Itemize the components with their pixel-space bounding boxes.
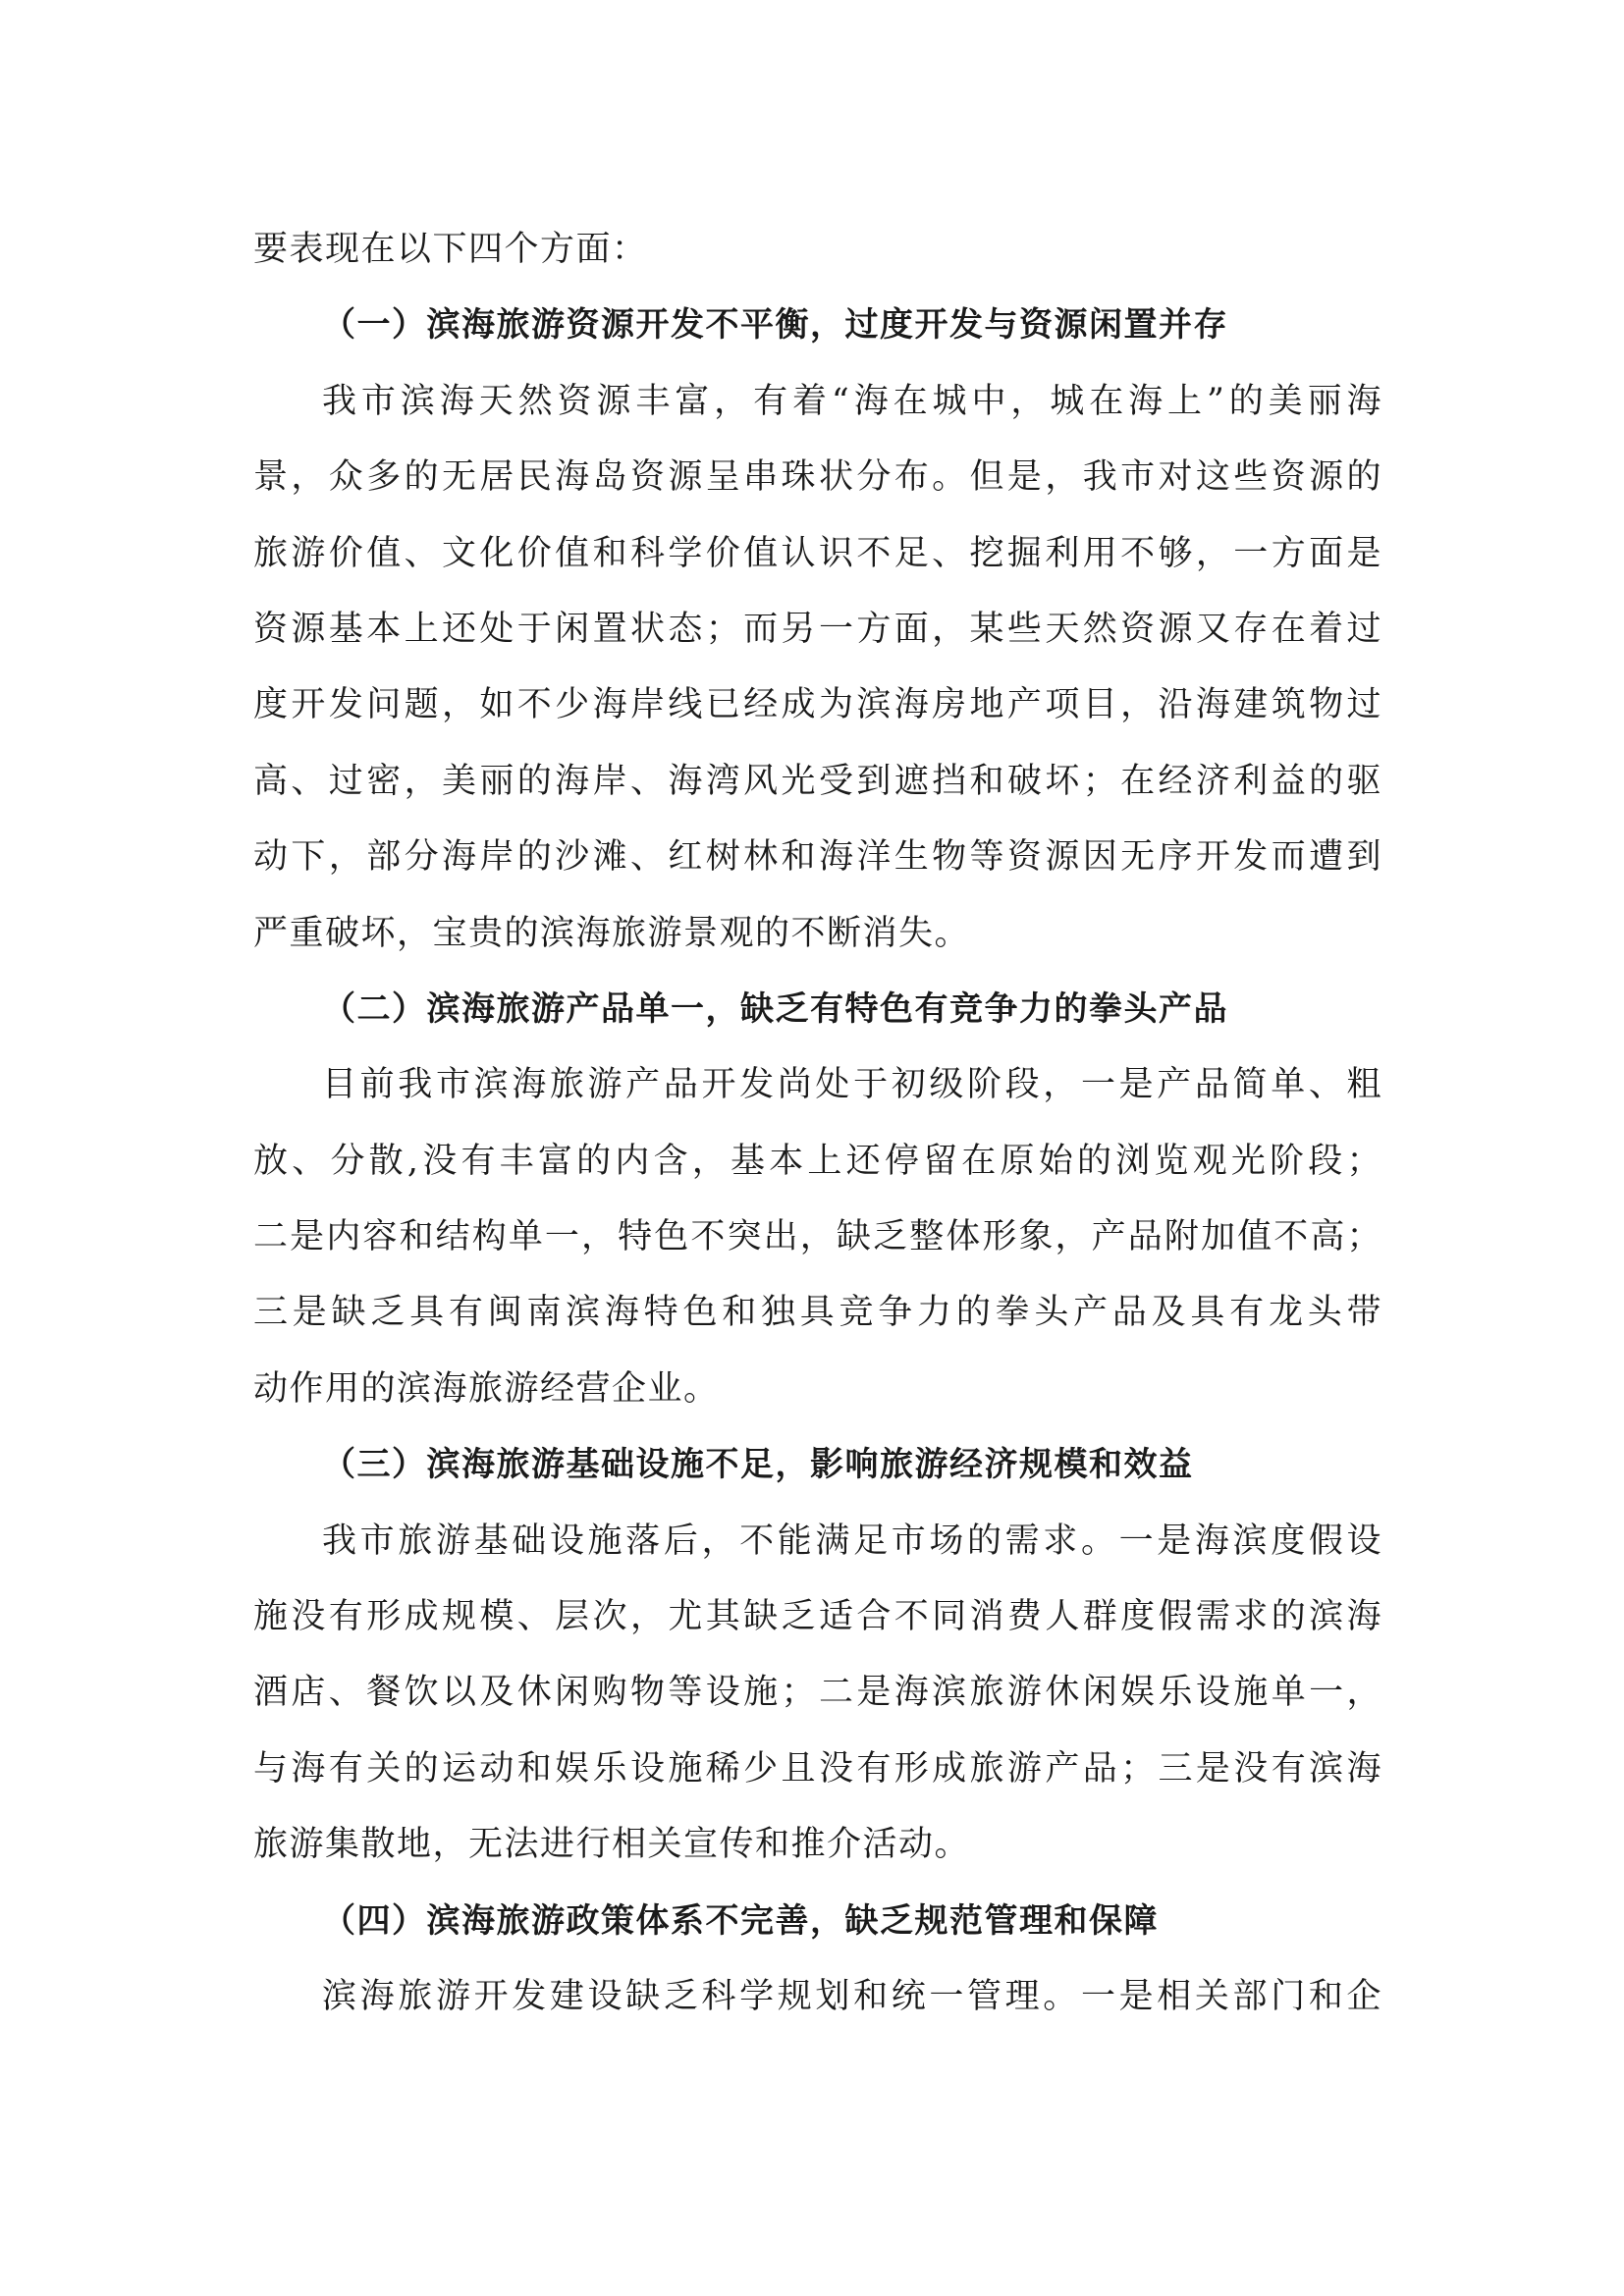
paragraph-line: 景，众多的无居民海岛资源呈串珠状分布。但是，我市对这些资源的 [253, 457, 1382, 498]
paragraph-line-last: 动作用的滨海旅游经营企业。 [253, 1368, 720, 1409]
section-heading-1: （一）滨海旅游资源开发不平衡，过度开发与资源闲置并存 [322, 305, 1228, 346]
paragraph-line: 我市滨海天然资源丰富，有着“海在城中，城在海上”的美丽海 [322, 381, 1382, 421]
paragraph-line: 高、过密，美丽的海岸、海湾风光受到遮挡和破坏；在经济利益的驱 [253, 761, 1382, 801]
paragraph-line-last: 旅游集散地，无法进行相关宣传和推介活动。 [253, 1825, 971, 1865]
paragraph-line: 放、分散,没有丰富的内含，基本上还停留在原始的浏览观光阶段； [253, 1141, 1382, 1181]
paragraph-line-last: 严重破坏，宝贵的滨海旅游景观的不断消失。 [253, 913, 971, 953]
paragraph-line: 动下，部分海岸的沙滩、红树林和海洋生物等资源因无序开发而遭到 [253, 837, 1382, 878]
paragraph-line: 度开发问题，如不少海岸线已经成为滨海房地产项目，沿海建筑物过 [253, 685, 1382, 725]
paragraph-line: 三是缺乏具有闽南滨海特色和独具竞争力的拳头产品及具有龙头带 [253, 1293, 1382, 1333]
paragraph-line: 二是内容和结构单一，特色不突出，缺乏整体形象，产品附加值不高； [253, 1217, 1382, 1257]
paragraph-line: 施没有形成规模、层次，尤其缺乏适合不同消费人群度假需求的滨海 [253, 1597, 1382, 1637]
paragraph-line: 目前我市滨海旅游产品开发尚处于初级阶段，一是产品简单、粗 [322, 1065, 1382, 1105]
paragraph-line: 旅游价值、文化价值和科学价值认识不足、挖掘利用不够，一方面是 [253, 533, 1382, 573]
intro-line: 要表现在以下四个方面： [253, 230, 648, 269]
paragraph-line: 滨海旅游开发建设缺乏科学规划和统一管理。一是相关部门和企 [322, 1976, 1382, 2016]
section-heading-2: （二）滨海旅游产品单一，缺乏有特色有竞争力的拳头产品 [322, 988, 1228, 1029]
section-heading-3: （三）滨海旅游基础设施不足，影响旅游经济规模和效益 [322, 1445, 1194, 1485]
paragraph-line: 酒店、餐饮以及休闲购物等设施；二是海滨旅游休闲娱乐设施单一， [253, 1673, 1382, 1713]
section-heading-4: （四）滨海旅游政策体系不完善，缺乏规范管理和保障 [322, 1900, 1159, 1941]
paragraph-line: 我市旅游基础设施落后，不能满足市场的需求。一是海滨度假设 [322, 1521, 1382, 1561]
document-body [253, 212, 1382, 2035]
paragraph-line: 与海有关的运动和娱乐设施稀少且没有形成旅游产品；三是没有滨海 [253, 1748, 1382, 1789]
paragraph-line: 资源基本上还处于闲置状态；而另一方面，某些天然资源又存在着过 [253, 609, 1382, 649]
